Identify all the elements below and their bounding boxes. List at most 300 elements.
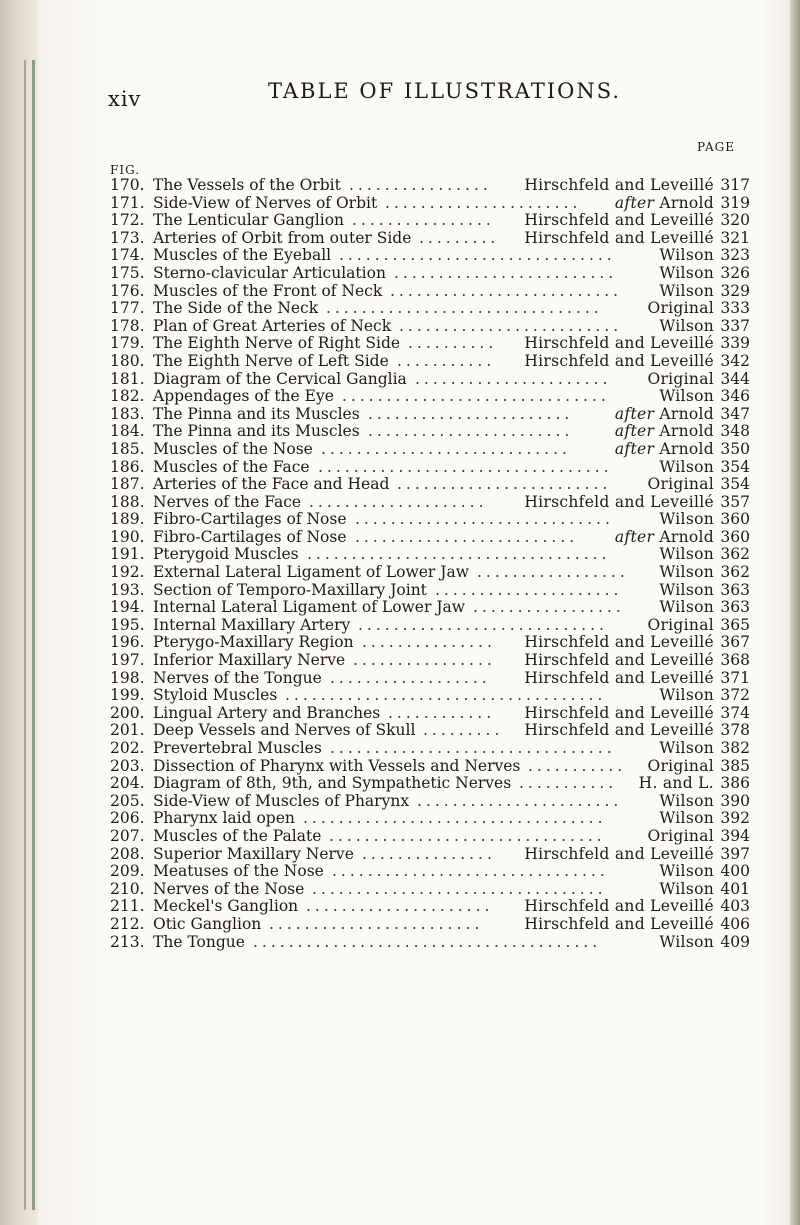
figure-title: Fibro-Cartilages of Nose	[153, 527, 347, 546]
list-item	[110, 423, 750, 441]
figure-credit	[524, 177, 750, 195]
figure-number: 179.	[110, 334, 145, 353]
figure-credit	[659, 511, 750, 529]
figure-number: 213.	[110, 932, 145, 951]
page-number: 348	[720, 422, 750, 441]
figure-title: Fibro-Cartilages of Nose	[153, 510, 347, 529]
list-item	[110, 371, 750, 389]
list-item	[110, 335, 750, 353]
dot-leader: ..........	[408, 335, 498, 353]
list-item	[110, 195, 750, 213]
page-column-label: PAGE	[697, 140, 735, 154]
figure-title: Styloid Muscles	[153, 686, 278, 705]
figure-title: The Side of the Neck	[153, 299, 319, 318]
figure-number: 177.	[110, 299, 145, 318]
figure-title: Appendages of the Eye	[153, 387, 334, 406]
figure-title: Nerves of the Face	[153, 492, 302, 511]
page-edge-shadow	[790, 0, 800, 1225]
figure-source: Original	[647, 299, 714, 318]
dot-leader: ....................	[309, 493, 488, 511]
figure-credit	[659, 810, 750, 828]
figure-number: 186.	[110, 457, 145, 476]
figure-credit	[659, 388, 750, 406]
figure-number: 211.	[110, 897, 145, 916]
figure-number: 173.	[110, 228, 145, 247]
figure-source: after Arnold	[614, 422, 714, 441]
dot-leader: ................................	[330, 740, 616, 757]
dot-leader: .......................	[417, 792, 623, 810]
page-number: 385	[720, 756, 750, 775]
dot-leader: .......................	[368, 405, 574, 423]
dot-leader: ................	[353, 652, 496, 670]
page-number: 390	[720, 791, 750, 810]
dot-leader: ..........................	[390, 282, 623, 300]
figure-title: The Lenticular Ganglion	[153, 211, 345, 230]
figure-title: The Pinna and its Muscles	[153, 404, 360, 423]
figure-source: Wilson	[659, 563, 714, 582]
figure-credit	[659, 318, 750, 336]
figure-credit	[524, 846, 750, 864]
page-number: 401	[720, 879, 750, 898]
figure-source: Wilson	[659, 457, 714, 476]
list-item	[110, 388, 750, 406]
list-item	[110, 846, 750, 864]
list-item	[110, 617, 750, 635]
figure-credit	[659, 863, 750, 881]
spine-inner-line	[24, 60, 26, 1210]
page-number: 362	[720, 545, 750, 564]
figure-credit	[524, 916, 750, 934]
figure-number: 212.	[110, 914, 145, 933]
figure-title: Otic Ganglion	[153, 914, 262, 933]
figure-title: Muscles of the Palate	[153, 826, 322, 845]
dot-leader: .......................	[368, 423, 574, 441]
dot-leader: .................................	[312, 880, 607, 898]
figure-credit	[615, 423, 750, 441]
list-item	[110, 212, 750, 230]
dot-leader: ............	[388, 704, 496, 722]
figure-title: Deep Vessels and Nerves of Skull	[153, 721, 416, 740]
figure-title: The Vessels of the Orbit	[153, 176, 341, 194]
figure-title: Diagram of 8th, 9th, and Sympathetic Nerves	[153, 774, 512, 793]
figure-source: Wilson	[659, 246, 714, 265]
page-number: 321	[720, 228, 750, 247]
figure-source: after Arnold	[614, 193, 714, 212]
figure-source: Wilson	[659, 580, 714, 599]
figure-title: Pharynx laid open	[153, 809, 295, 828]
figure-credit	[647, 300, 750, 318]
figure-credit	[615, 529, 750, 547]
figure-number: 171.	[110, 193, 145, 212]
figure-number: 197.	[110, 651, 145, 670]
figure-title: Meatuses of the Nose	[153, 862, 324, 881]
dot-leader: .................................	[318, 458, 613, 476]
figure-source: Hirschfeld and Leveillé	[524, 176, 714, 194]
dot-leader: ................	[349, 177, 492, 194]
figure-credit	[659, 546, 750, 564]
figure-number: 178.	[110, 316, 145, 335]
list-item	[110, 705, 750, 723]
figure-number: 188.	[110, 492, 145, 511]
page-number: 406	[720, 914, 750, 933]
running-title: TABLE OF ILLUSTRATIONS.	[268, 79, 622, 103]
figure-title: Arteries of the Face and Head	[153, 475, 390, 494]
page-number: 333	[720, 299, 750, 318]
page-number: 365	[720, 615, 750, 634]
spine-edge-line	[32, 60, 35, 1210]
list-item	[110, 529, 750, 547]
figure-title: Diagram of the Cervical Ganglia	[153, 369, 407, 388]
figure-number: 180.	[110, 351, 145, 370]
figure-source: Wilson	[659, 281, 714, 300]
figure-credit	[659, 740, 750, 758]
list-item	[110, 793, 750, 811]
page-number: 400	[720, 862, 750, 881]
figure-title: Nerves of the Nose	[153, 879, 305, 898]
page-number: 354	[720, 457, 750, 476]
figure-credit	[639, 775, 750, 793]
figure-source: Hirschfeld and Leveillé	[524, 721, 714, 740]
list-item	[110, 511, 750, 529]
figure-source: Wilson	[659, 686, 714, 705]
figure-number: 174.	[110, 246, 145, 265]
dot-leader: .........	[423, 722, 504, 740]
list-item	[110, 810, 750, 828]
figure-title: External Lateral Ligament of Lower Jaw	[153, 563, 469, 582]
list-item	[110, 582, 750, 600]
figure-number: 187.	[110, 475, 145, 494]
dot-leader: ...............................	[339, 247, 616, 265]
list-item	[110, 230, 750, 248]
figure-source: after Arnold	[614, 439, 714, 458]
page-number: 323	[720, 246, 750, 265]
figure-title: Side-View of Nerves of Orbit	[153, 193, 378, 212]
page-header	[108, 79, 748, 125]
figure-number: 191.	[110, 545, 145, 564]
figure-number: 176.	[110, 281, 145, 300]
credit-after-prefix: after	[614, 404, 655, 423]
figure-title: Side-View of Muscles of Pharynx	[153, 791, 410, 810]
figure-credit	[524, 652, 750, 670]
dot-leader: .......................................	[253, 933, 602, 951]
figure-source: Wilson	[659, 932, 714, 951]
page-number: 363	[720, 580, 750, 599]
fig-column-label: FIG.	[110, 163, 141, 177]
dot-leader: ...........	[397, 352, 496, 370]
page-number: 337	[720, 316, 750, 335]
figure-source: Wilson	[659, 598, 714, 617]
figure-credit	[647, 476, 750, 494]
figure-credit	[524, 670, 750, 688]
dot-leader: ....................................	[285, 687, 607, 705]
figure-title: Inferior Maxillary Nerve	[153, 651, 346, 670]
figure-credit	[659, 599, 750, 617]
page-number: 329	[720, 281, 750, 300]
page-number: 346	[720, 387, 750, 406]
figure-title: Pterygo-Maxillary Region	[153, 633, 354, 652]
figure-number: 172.	[110, 211, 145, 230]
list-item	[110, 441, 750, 459]
list-item	[110, 177, 750, 195]
list-item	[110, 546, 750, 564]
figure-number: 195.	[110, 615, 145, 634]
figure-number: 209.	[110, 862, 145, 881]
figure-source: Hirschfeld and Leveillé	[524, 228, 714, 247]
figure-number: 207.	[110, 826, 145, 845]
list-item	[110, 459, 750, 477]
page-number: 360	[720, 527, 750, 546]
figure-title: Meckel's Ganglion	[153, 897, 299, 916]
figure-number: 204.	[110, 774, 145, 793]
figure-title: Internal Maxillary Artery	[153, 615, 351, 634]
figure-source: Wilson	[659, 387, 714, 406]
dot-leader: ..............................	[342, 388, 610, 406]
list-item	[110, 406, 750, 424]
page-number: 403	[720, 897, 750, 916]
dot-leader: ..................................	[307, 546, 611, 564]
figure-title: Internal Lateral Ligament of Lower Jaw	[153, 598, 466, 617]
page-number: 392	[720, 809, 750, 828]
dot-leader: ...............................	[332, 863, 609, 881]
figure-number: 206.	[110, 809, 145, 828]
figure-credit	[647, 828, 750, 846]
page-number: 378	[720, 721, 750, 740]
list-item	[110, 881, 750, 899]
page-number: 342	[720, 351, 750, 370]
figure-credit	[524, 353, 750, 371]
figure-title: Section of Temporo-Maxillary Joint	[153, 580, 427, 599]
figure-source: Original	[647, 756, 714, 775]
figure-number: 181.	[110, 369, 145, 388]
figure-credit	[615, 441, 750, 459]
figure-credit	[659, 934, 750, 952]
credit-after-prefix: after	[614, 422, 655, 441]
dot-leader: .........	[419, 229, 500, 247]
page-number: 319	[720, 193, 750, 212]
figure-source: Wilson	[659, 862, 714, 881]
figure-title: Lingual Artery and Branches	[153, 703, 381, 722]
page-number: 394	[720, 826, 750, 845]
figure-title: Arteries of Orbit from outer Side	[153, 228, 412, 247]
figure-number: 198.	[110, 668, 145, 687]
dot-leader: ..................................	[303, 810, 607, 828]
figure-credit	[615, 195, 750, 213]
page-number: 339	[720, 334, 750, 353]
list-item	[110, 934, 750, 952]
list-item	[110, 898, 750, 916]
figure-number: 210.	[110, 879, 145, 898]
figure-source: Hirschfeld and Leveillé	[524, 633, 714, 652]
figure-title: The Pinna and its Muscles	[153, 422, 360, 441]
dot-leader: ...............	[362, 634, 496, 652]
figure-source: Hirschfeld and Leveillé	[524, 492, 714, 511]
figure-source: Hirschfeld and Leveillé	[524, 914, 714, 933]
credit-after-prefix: after	[614, 439, 655, 458]
figure-credit	[647, 617, 750, 635]
page-number: 368	[720, 651, 750, 670]
list-item	[110, 828, 750, 846]
book-spine-shadow	[0, 0, 38, 1225]
figure-number: 192.	[110, 563, 145, 582]
figure-source: Wilson	[659, 791, 714, 810]
figure-credit	[659, 881, 750, 899]
list-item	[110, 265, 750, 283]
figure-number: 208.	[110, 844, 145, 863]
figure-credit	[647, 758, 750, 776]
list-item	[110, 283, 750, 301]
credit-after-prefix: after	[614, 193, 655, 212]
figure-title: Sterno-clavicular Articulation	[153, 263, 386, 282]
figure-credit	[524, 230, 750, 248]
dot-leader: .............................	[355, 511, 614, 529]
list-item	[110, 353, 750, 371]
dot-leader: ...............................	[329, 827, 606, 845]
figure-source: Hirschfeld and Leveillé	[524, 211, 714, 230]
list-item	[110, 916, 750, 934]
page-number: 372	[720, 686, 750, 705]
figure-source: Wilson	[659, 545, 714, 564]
figure-title: Dissection of Pharynx with Vessels and Nerves	[153, 756, 521, 775]
figure-source: Hirschfeld and Leveillé	[524, 651, 714, 670]
figure-title: Muscles of the Face	[153, 457, 310, 476]
figure-source: Hirschfeld and Leveillé	[524, 351, 714, 370]
dot-leader: ................	[352, 212, 495, 230]
page-folio: xiv	[108, 87, 142, 111]
list-item	[110, 722, 750, 740]
dot-leader: ...........	[528, 757, 627, 775]
dot-leader: .................	[477, 564, 629, 582]
figure-number: 183.	[110, 404, 145, 423]
list-item	[110, 494, 750, 512]
figure-source: Wilson	[659, 739, 714, 757]
figure-credit	[659, 793, 750, 811]
page-number: 357	[720, 492, 750, 511]
figure-source: Hirschfeld and Leveillé	[524, 703, 714, 722]
figure-credit	[659, 265, 750, 283]
dot-leader: ........................	[397, 476, 612, 494]
figure-number: 170.	[110, 176, 145, 194]
figure-number: 185.	[110, 439, 145, 458]
figure-credit	[615, 406, 750, 424]
list-item	[110, 740, 750, 758]
list-item	[110, 687, 750, 705]
figure-number: 200.	[110, 703, 145, 722]
page-number: 386	[720, 774, 750, 793]
figure-source: Wilson	[659, 879, 714, 898]
figure-credit	[524, 705, 750, 723]
figure-title: Prevertebral Muscles	[153, 739, 322, 757]
figure-number: 194.	[110, 598, 145, 617]
page-number: 382	[720, 739, 750, 757]
dot-leader: .................	[473, 599, 625, 617]
figure-credit	[524, 335, 750, 353]
figure-source: Original	[647, 826, 714, 845]
figure-source: H. and L.	[638, 774, 714, 793]
figure-credit	[659, 283, 750, 301]
page-number: 360	[720, 510, 750, 529]
figure-credit	[659, 687, 750, 705]
page-number: 317	[720, 176, 750, 194]
list-item	[110, 634, 750, 652]
figure-credit	[524, 722, 750, 740]
figure-title: Pterygoid Muscles	[153, 545, 299, 564]
dot-leader: ............................	[358, 616, 608, 634]
figure-number: 202.	[110, 739, 145, 757]
list-item	[110, 300, 750, 318]
dot-leader: .........................	[394, 264, 618, 282]
list-item	[110, 318, 750, 336]
figure-source: after Arnold	[614, 527, 714, 546]
figure-source: Wilson	[659, 316, 714, 335]
figure-number: 193.	[110, 580, 145, 599]
figure-number: 175.	[110, 263, 145, 282]
figure-source: Original	[647, 615, 714, 634]
dot-leader: ............................	[321, 440, 571, 458]
dot-leader: ......................	[415, 370, 612, 388]
dot-leader: ........................	[269, 915, 484, 933]
figure-title: Muscles of the Front of Neck	[153, 281, 383, 300]
figure-credit	[524, 494, 750, 512]
figure-credit	[524, 898, 750, 916]
figure-number: 201.	[110, 721, 145, 740]
figure-credit	[647, 371, 750, 389]
figure-title: Nerves of the Tongue	[153, 668, 322, 687]
figure-source: Hirschfeld and Leveillé	[524, 897, 714, 916]
page-number: 350	[720, 439, 750, 458]
figure-credit	[659, 459, 750, 477]
page-number: 374	[720, 703, 750, 722]
figure-source: after Arnold	[614, 404, 714, 423]
page-number: 354	[720, 475, 750, 494]
dot-leader: ..................	[330, 669, 491, 687]
page-number: 326	[720, 263, 750, 282]
list-item	[110, 758, 750, 776]
figure-title: The Tongue	[153, 932, 245, 951]
figure-source: Original	[647, 475, 714, 494]
figure-number: 182.	[110, 387, 145, 406]
figure-title: Muscles of the Nose	[153, 439, 313, 458]
figure-source: Hirschfeld and Leveillé	[524, 334, 714, 353]
page-number: 367	[720, 633, 750, 652]
figure-number: 199.	[110, 686, 145, 705]
figure-source: Hirschfeld and Leveillé	[524, 668, 714, 687]
figure-source: Wilson	[659, 809, 714, 828]
credit-after-prefix: after	[614, 527, 655, 546]
dot-leader: .....................	[435, 581, 623, 599]
figure-credit	[524, 634, 750, 652]
list-item	[110, 476, 750, 494]
page-number: 344	[720, 369, 750, 388]
dot-leader: ......................	[385, 194, 582, 212]
dot-leader: ...............	[362, 845, 496, 863]
page-number: 397	[720, 844, 750, 863]
figure-number: 184.	[110, 422, 145, 441]
page-number: 363	[720, 598, 750, 617]
figure-source: Original	[647, 369, 714, 388]
list-item	[110, 599, 750, 617]
figure-title: Superior Maxillary Nerve	[153, 844, 354, 863]
figure-credit	[659, 247, 750, 265]
figure-title: Plan of Great Arteries of Neck	[153, 316, 392, 335]
list-item	[110, 670, 750, 688]
dot-leader: ...............................	[326, 300, 603, 318]
figure-source: Hirschfeld and Leveillé	[524, 844, 714, 863]
figure-number: 203.	[110, 756, 145, 775]
page-number: 362	[720, 563, 750, 582]
figure-number: 205.	[110, 791, 145, 810]
figure-number: 189.	[110, 510, 145, 529]
figure-credit	[659, 582, 750, 600]
